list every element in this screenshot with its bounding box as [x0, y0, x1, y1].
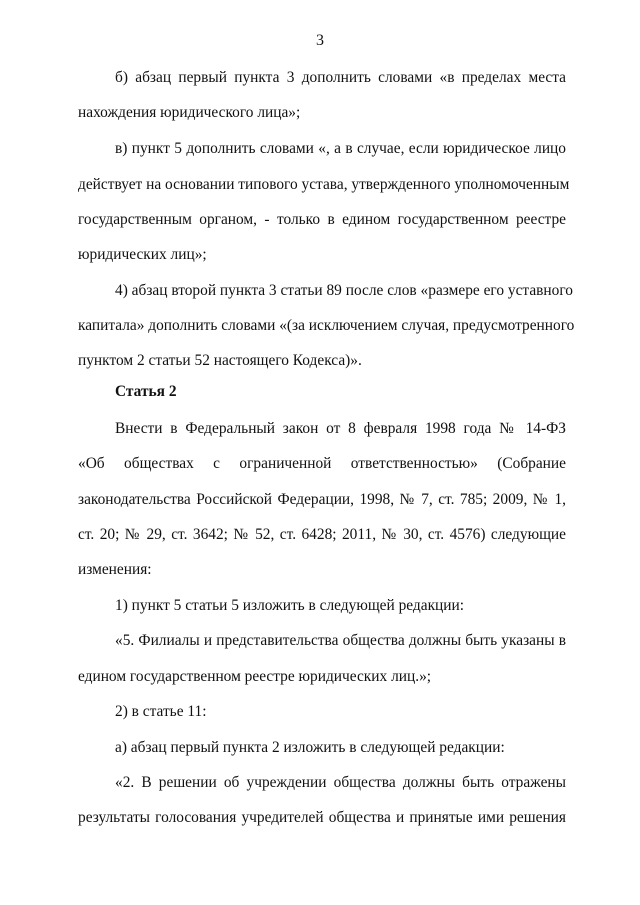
text-line: б) абзац первый пункта 3 дополнить словами «в пределах места: [115, 69, 566, 86]
text-line: действует на основании типового устава, утвержденного уполномоченным: [78, 176, 570, 193]
text-line: «5. Филиалы и представительства общества должны быть указаны в: [115, 632, 566, 649]
text-line: в) пункт 5 дополнить словами «, а в случае, если юридическое лицо: [115, 140, 566, 157]
page-number: 3: [316, 32, 324, 49]
text-line: государственным органом, - только в едином государственном реестре: [78, 211, 566, 228]
text-line: изменения:: [78, 561, 152, 578]
text-line: «Об обществах с ограниченной ответственностью» (Собрание: [78, 455, 566, 472]
article-heading: Статья 2: [115, 383, 177, 400]
text-line: ст. 20; № 29, ст. 3642; № 52, ст. 6428; 2011, № 30, ст. 4576) следующие: [78, 526, 566, 543]
text-line: едином государственном реестре юридических лиц.»;: [78, 668, 432, 685]
text-line: 1) пункт 5 статьи 5 изложить в следующей редакции:: [115, 597, 465, 614]
text-line: Внести в Федеральный закон от 8 февраля 1998 года № 14-ФЗ: [115, 420, 566, 437]
text-line: капитала» дополнить словами «(за исключением случая, предусмотренного: [78, 317, 575, 334]
text-line: а) абзац первый пункта 2 изложить в следующей редакции:: [115, 739, 505, 756]
text-line: 2) в статье 11:: [115, 703, 207, 720]
text-line: «2. В решении об учреждении общества должны быть отражены: [115, 774, 566, 791]
text-line: 4) абзац второй пункта 3 статьи 89 после слов «размере его уставного: [115, 282, 573, 299]
text-line: нахождения юридического лица»;: [78, 104, 301, 121]
text-line: пунктом 2 статьи 52 настоящего Кодекса)».: [78, 352, 362, 369]
text-line: результаты голосования учредителей общества и принятые ими решения: [78, 809, 566, 826]
text-line: юридических лиц»;: [78, 246, 207, 263]
text-line: законодательства Российской Федерации, 1998, № 7, ст. 785; 2009, № 1,: [78, 491, 566, 508]
